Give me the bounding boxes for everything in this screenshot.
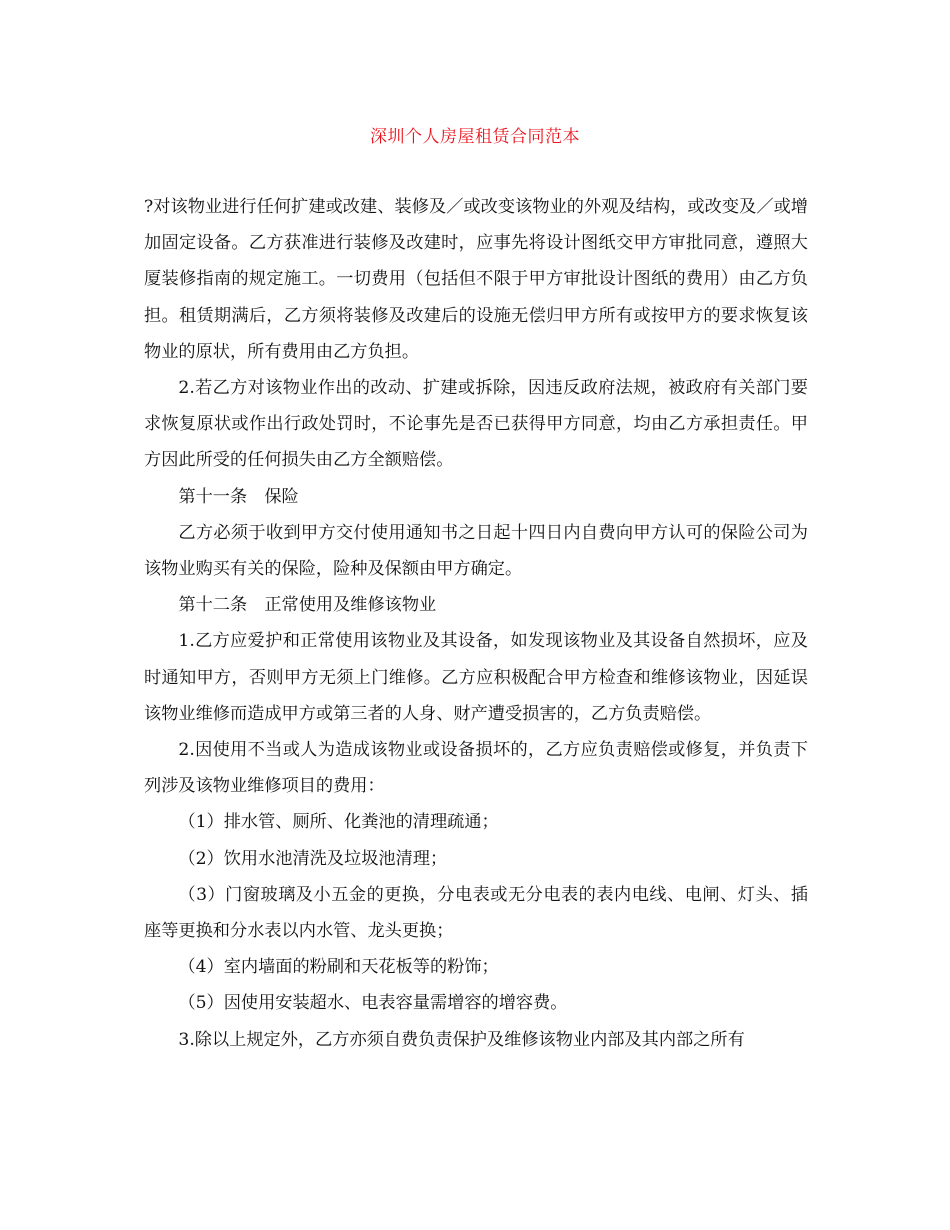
document-body bbox=[144, 189, 808, 1058]
list-item-1: （1）排水管、厕所、化粪池的清理疏通； bbox=[178, 812, 499, 833]
paragraph-clause-2: 2.若乙方对该物业作出的改动、扩建或拆除，因违反政府法规，被政府有关部门要求恢复原状或作出行政处罚时，不论事先是否已获得甲方同意，均由乙方承担责任。甲方因此所受的任何损失由乙方全额赔偿。 bbox=[144, 378, 808, 471]
paragraph-maintenance-3: 3.除以上规定外，乙方亦须自费负责保护及维修该物业内部及其内部之所有 bbox=[178, 1029, 745, 1050]
list-item-4: （4）室内墙面的粉刷和天花板等的粉饰； bbox=[178, 957, 499, 978]
paragraph-continuation: ?对该物业进行任何扩建或改建、装修及／或改变该物业的外观及结构，或改变及／或增加固定设备。乙方获准进行装修及改建时，应事先将设计图纸交甲方审批同意，遵照大厦装修指南的规定施工。一切费用（包括但不限于甲方审批设计图纸的费用）由乙方负担。租赁期满后，乙方须将装修及改建后的设施无偿归甲方所有或按甲方的要求恢复该物业的原状，所有费用由乙方负担。 bbox=[144, 197, 808, 362]
paragraph-insurance: 乙方必须于收到甲方交付使用通知书之日起十四日内自费向甲方认可的保险公司为该物业购买有关的保险，险种及保额由甲方确定。 bbox=[144, 522, 808, 580]
paragraph-maintenance-2: 2.因使用不当或人为造成该物业或设备损坏的，乙方应负责赔偿或修复，并负责下列涉及该物业维修项目的费用： bbox=[144, 740, 808, 797]
article-12-heading: 第十二条 正常使用及维修该物业 bbox=[178, 595, 437, 616]
paragraph-maintenance-1: 1.乙方应爱护和正常使用该物业及其设备，如发现该物业及其设备自然损坏，应及时通知甲方，否则甲方无须上门维修。乙方应积极配合甲方检查和维修该物业，因延误该物业维修而造成甲方或第三者的人身、财产遭受损害的，乙方负责赔偿。 bbox=[144, 631, 808, 724]
list-item-2: （2）饮用水池清洗及垃圾池清理； bbox=[178, 848, 448, 869]
list-item-5: （5）因使用安装超水、电表容量需增容的增容费。 bbox=[178, 993, 568, 1014]
list-item-3: （3）门窗玻璃及小五金的更换，分电表或无分电表的表内电线、电闸、灯头、插座等更换和分水表以内水管、龙头更换； bbox=[144, 884, 808, 942]
article-11-heading: 第十一条 保险 bbox=[178, 486, 299, 507]
document-title: 深圳个人房屋租赁合同范本 bbox=[370, 127, 580, 147]
